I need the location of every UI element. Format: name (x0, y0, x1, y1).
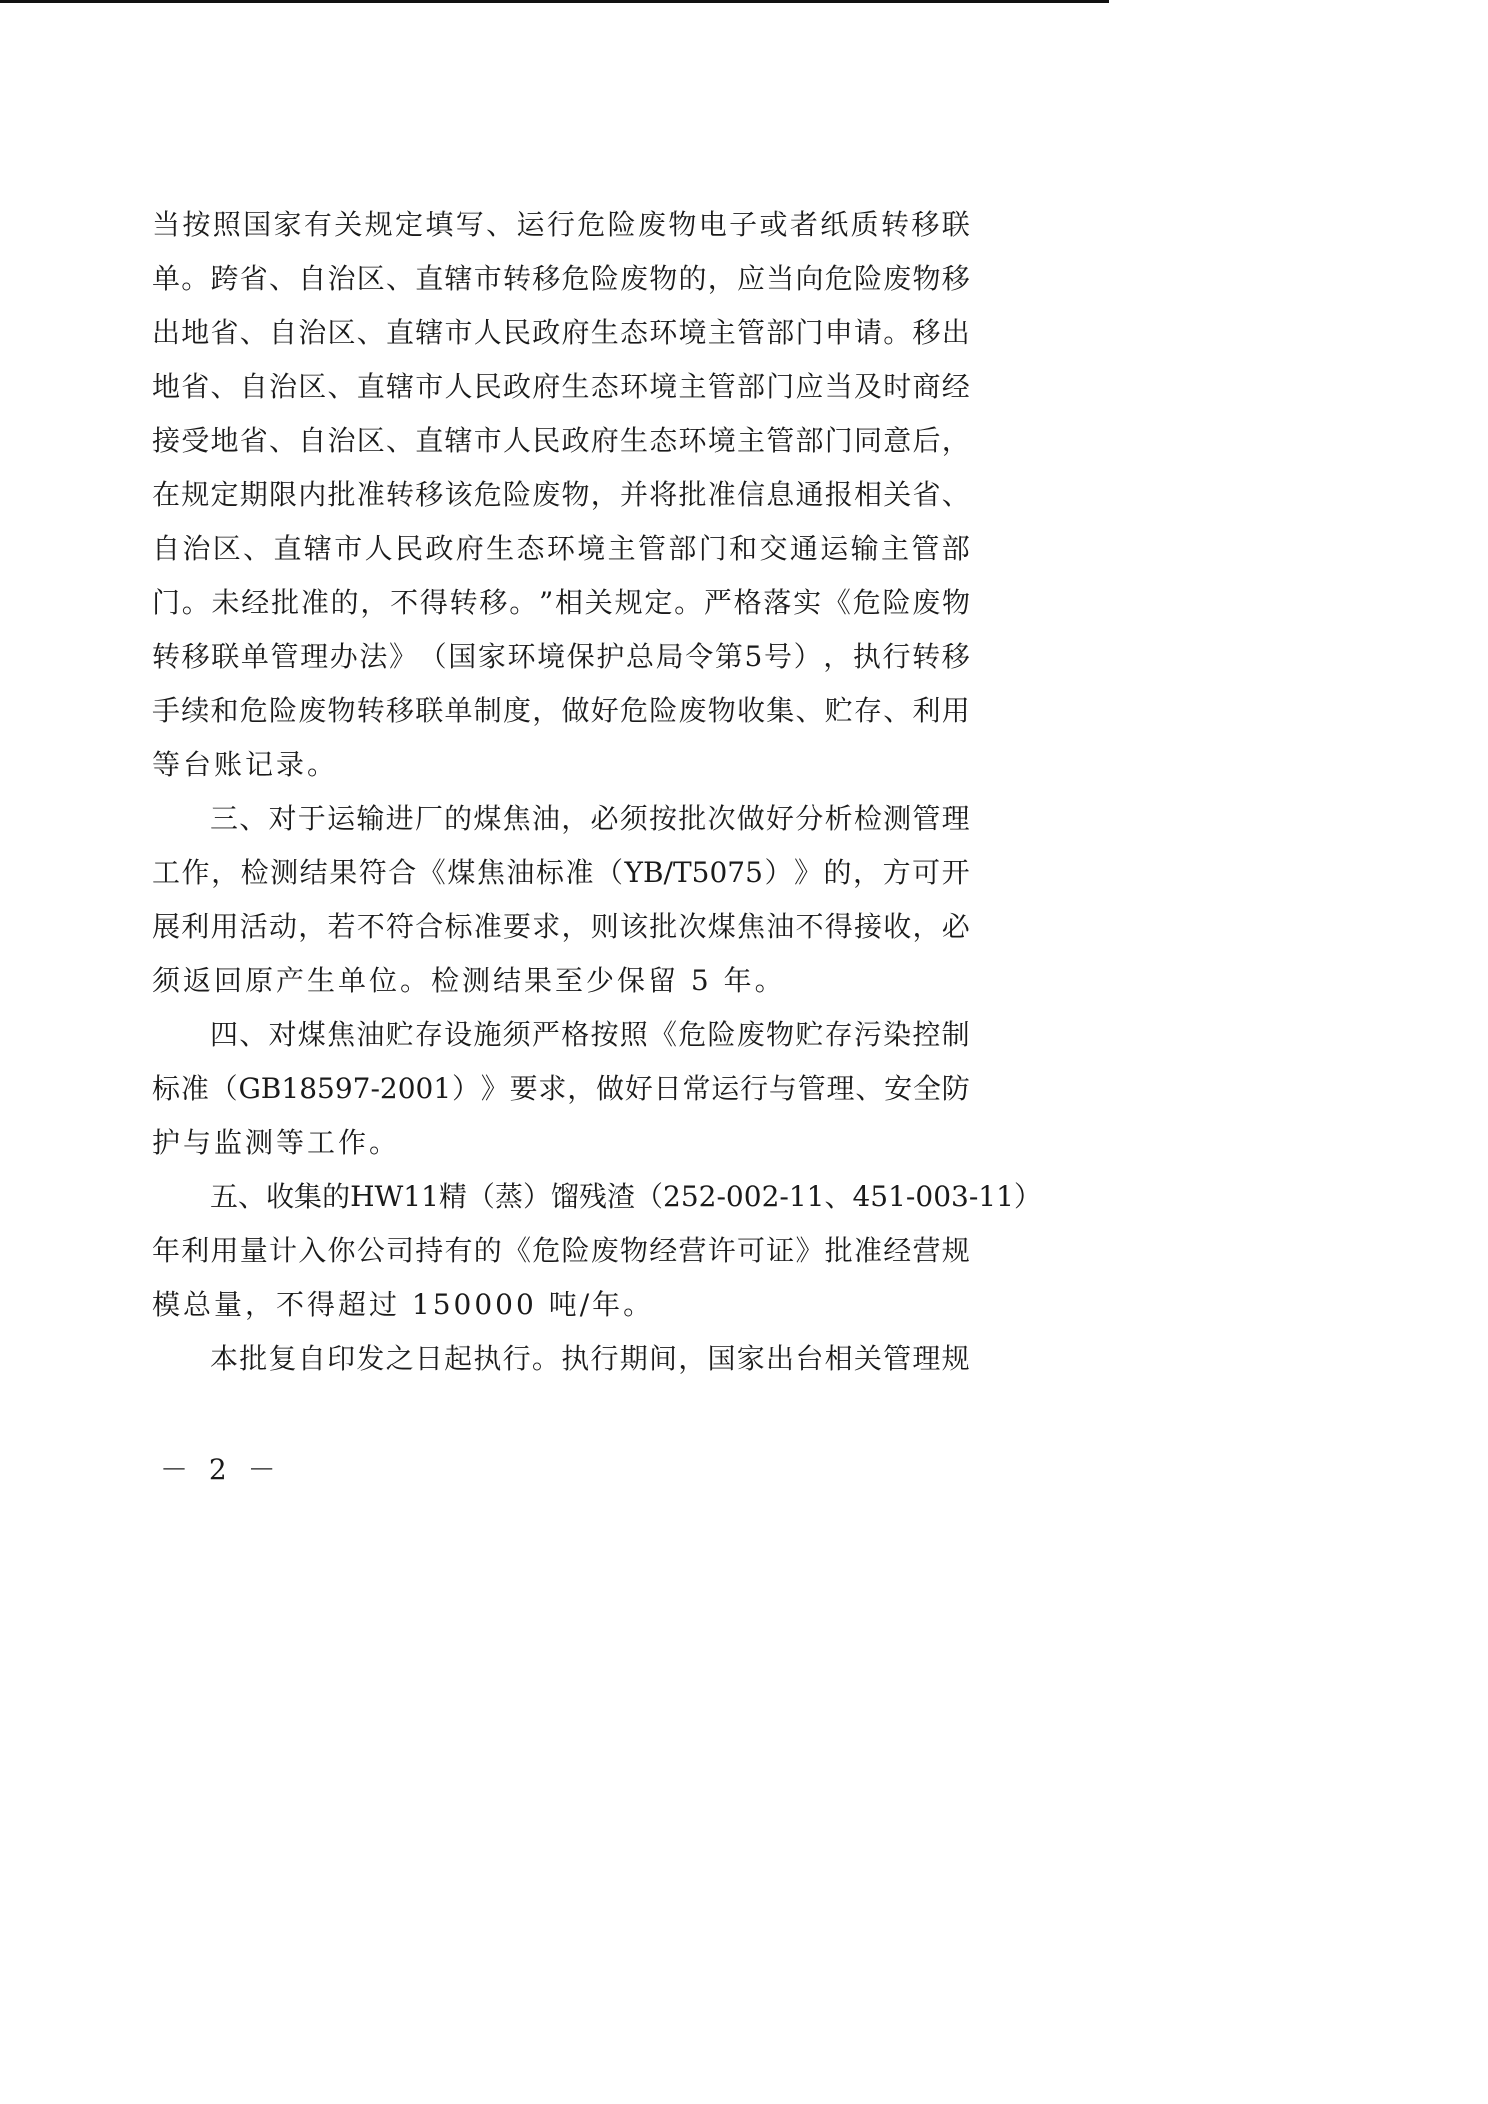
text-line: 四 、 对 煤 焦 油 贮 存 设 施 须 严 格 按 照 《 危 险 废 物 贮 存 污 染 控 制 (210, 1018, 970, 1051)
text-line: 标 准 （ GB18597-2001 ） 》 要 求 ， 做 好 日 常 运 行 与 管 理 、 安 全 防 (152, 1072, 970, 1105)
text-line (152, 1116, 970, 1170)
text-line: 转 移 联 单 管 理 办 法 》 （ 国 家 环 境 保 护 总 局 令 第 5 号 ） ， 执 行 转 移 (152, 640, 970, 673)
text-line: 自 治 区 、 直 辖 市 人 民 政 府 生 态 环 境 主 管 部 门 和 交 通 运 输 主 管 部 (152, 532, 970, 565)
text-line: 在 规 定 期 限 内 批 准 转 移 该 危 险 废 物 ， 并 将 批 准 信 息 通 报 相 关 省 、 (152, 478, 970, 511)
text-line: 接 受 地 省 、 自 治 区 、 直 辖 市 人 民 政 府 生 态 环 境 主 管 部 门 同 意 后 ， (152, 424, 970, 457)
text-line: 手 续 和 危 险 废 物 转 移 联 单 制 度 ， 做 好 危 险 废 物 收 集 、 贮 存 、 利 用 (152, 694, 970, 727)
text-line: 出 地 省 、 自 治 区 、 直 辖 市 人 民 政 府 生 态 环 境 主 管 部 门 申 请 。 移 出 (152, 316, 970, 349)
text-line: 展 利 用 活 动 ， 若 不 符 合 标 准 要 求 ， 则 该 批 次 煤 焦 油 不 得 接 收 ， 必 (152, 910, 970, 943)
text-line (152, 954, 970, 1008)
line-text: 护与监测等工作。 (152, 1126, 401, 1159)
text-line: 工 作 ， 检 测 结 果 符 合 《 煤 焦 油 标 准 （ YB/T5075 ） 》 的 ， 方 可 开 (152, 856, 970, 889)
text-line: 年 利 用 量 计 入 你 公 司 持 有 的 《 危 险 废 物 经 营 许 可 证 》 批 准 经 营 规 (152, 1234, 970, 1267)
page-number: － 2 － (160, 1453, 282, 1486)
line-text: 须返回原产生单位。检测结果至少保留 5 年。 (152, 964, 786, 997)
text-line: 单 。 跨 省 、 自 治 区 、 直 辖 市 转 移 危 险 废 物 的 ， 应 当 向 危 险 废 物 移 (152, 262, 970, 295)
text-line: 当 按 照 国 家 有 关 规 定 填 写 、 运 行 危 险 废 物 电 子 或 者 纸 质 转 移 联 (152, 208, 970, 241)
line-text: 等台账记录。 (152, 748, 339, 781)
text-line (152, 738, 970, 792)
text-line: 门 。 未 经 批 准 的 ， 不 得 转 移 。 ” 相 关 规 定 。 严 格 落 实 《 危 险 废 物 (152, 586, 970, 619)
text-line: 五 、 收 集 的 HW11 精 （ 蒸 ） 馏 残 渣 （ 252-002-11 、 451-003-11 ） (210, 1180, 1042, 1213)
line-text: 模总量，不得超过 150000 吨/年。 (152, 1288, 655, 1321)
top-border-line (0, 0, 1109, 3)
document-body (152, 198, 1042, 1386)
text-line: 本 批 复 自 印 发 之 日 起 执 行 。 执 行 期 间 ， 国 家 出 台 相 关 管 理 规 (210, 1342, 970, 1375)
text-line (152, 1278, 970, 1332)
text-line: 地 省 、 自 治 区 、 直 辖 市 人 民 政 府 生 态 环 境 主 管 部 门 应 当 及 时 商 经 (152, 370, 970, 403)
text-line: 三 、 对 于 运 输 进 厂 的 煤 焦 油 ， 必 须 按 批 次 做 好 分 析 检 测 管 理 (210, 802, 970, 835)
